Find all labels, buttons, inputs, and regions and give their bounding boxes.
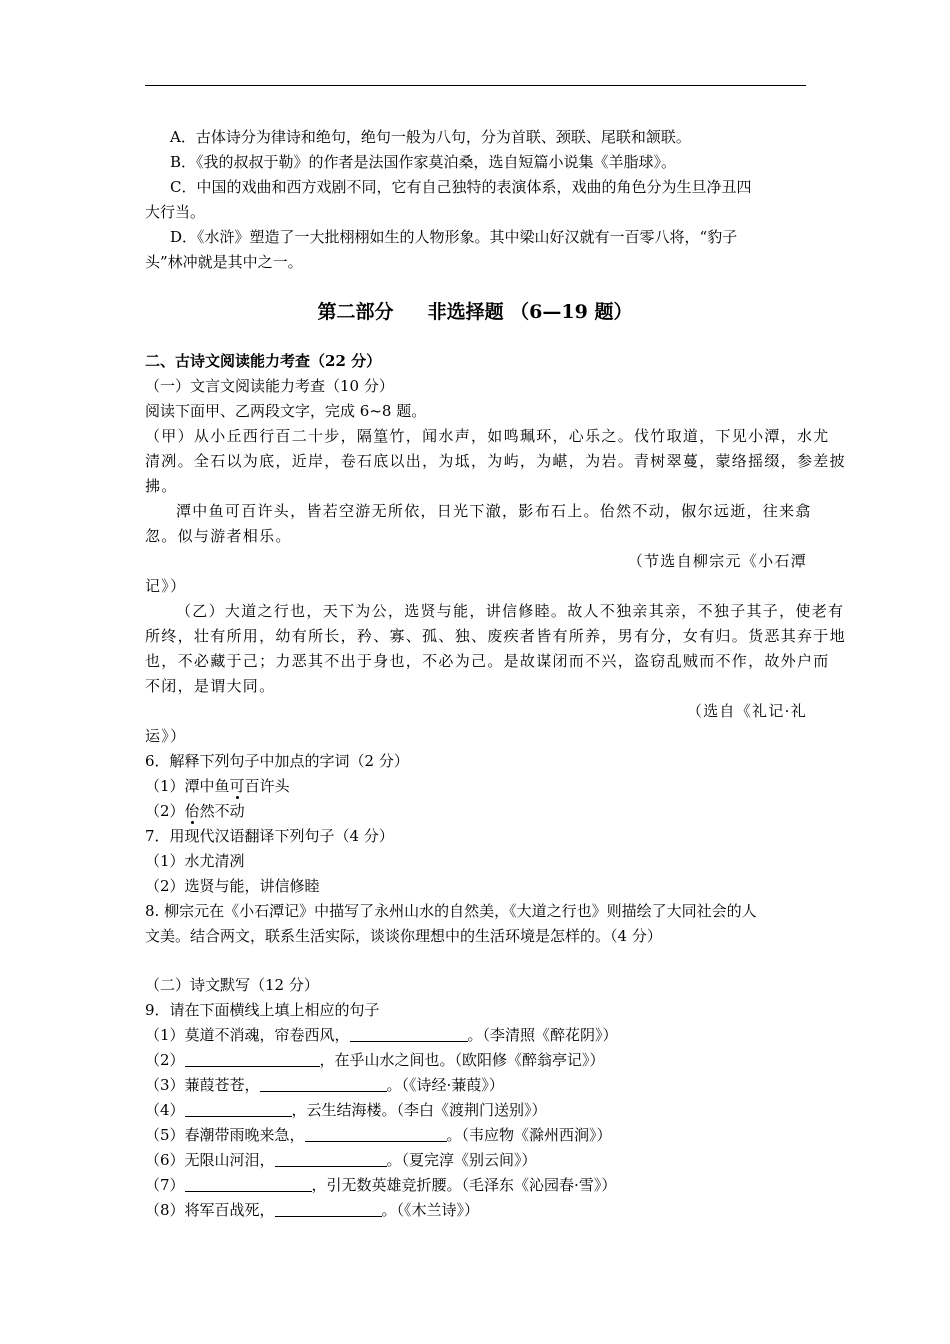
answer-blank[interactable] [185, 1051, 320, 1067]
option-d-line2: 头”林冲就是其中之一。 [145, 253, 303, 271]
passage-jia-line1: （甲）从小丘西行百二十步，隔篁竹，闻水声，如鸣珮环，心乐之。伐竹取道，下见小潭，水尤 [145, 427, 830, 445]
q9-item-suffix: ，在乎山水之间也。（欧阳修《醉翁亭记》） [319, 1051, 605, 1069]
passage-jia-line2: 清冽。全石以为底，近岸，卷石底以出，为坻，为屿，为嵁，为岩。青树翠蔓，蒙络摇缀，参差披 [145, 452, 846, 470]
q6-item1 [145, 776, 807, 796]
answer-blank[interactable] [275, 1201, 382, 1217]
option-c-line2: 大行当。 [145, 203, 206, 221]
q8-line2: 文美。结合两文，联系生活实际，谈谈你理想中的生活环境是怎样的。（4 分） [145, 927, 662, 945]
q6-item2-pre: （2） [145, 802, 185, 820]
option-a: A．古体诗分为律诗和绝句，绝句一般为八句，分为首联、颈联、尾联和颔联。 [170, 128, 691, 146]
q9-item-prefix: （3）蒹葭苍苍， [145, 1076, 260, 1094]
passage-jia-source2: 记》） [145, 577, 187, 595]
passage-yi-source1: （选自《礼记·礼 [686, 702, 807, 720]
q9-stem: 9．请在下面横线上填上相应的句子 [145, 1001, 380, 1019]
q9-item [145, 1150, 807, 1170]
q6-item2-dotted: 佁 [184, 802, 200, 820]
q9-item-prefix: （5）春潮带雨晚来急， [145, 1126, 305, 1144]
q9-item-suffix: 。（夏完淳《别云间》） [386, 1151, 537, 1169]
option-c-line1: C．中国的戏曲和西方戏剧不同，它有自己独特的表演体系，戏曲的角色分为生旦净丑四 [170, 178, 752, 196]
header-rule [145, 85, 806, 86]
q6-item2 [145, 801, 807, 821]
section2-instruction: 阅读下面甲、乙两段文字，完成 6~8 题。 [145, 402, 427, 420]
q7-stem: 7．用现代汉语翻译下列句子（4 分） [145, 827, 394, 845]
answer-blank[interactable] [185, 1176, 312, 1192]
q6-item1-post: 百许头 [244, 777, 290, 795]
q9-item [145, 1050, 807, 1070]
q6-item1-dotted: 可 [229, 777, 245, 795]
q6-item2-post: 然不动 [199, 802, 245, 820]
q9-item-prefix: （7） [145, 1176, 185, 1194]
q6-stem: 6．解释下列句子中加点的字词（2 分） [145, 752, 409, 770]
answer-blank[interactable] [275, 1151, 387, 1167]
q9-item-prefix: （1）莫道不消魂，帘卷西风， [145, 1026, 350, 1044]
passage-jia-line3: 拂。 [145, 477, 178, 495]
q9-item [145, 1075, 807, 1095]
part-title [0, 299, 950, 325]
q9-item-prefix: （6）无限山河泪， [145, 1151, 275, 1169]
q9-item [145, 1175, 807, 1195]
q9-item-prefix: （2） [145, 1051, 185, 1069]
section2-2-heading: （二）诗文默写（12 分） [145, 976, 319, 994]
q7-item1: （1）水尤清冽 [145, 852, 245, 870]
passage-yi-line3: 也，不必藏于己；力恶其不出于身也，不必为己。是故谋闭而不兴，盗窃乱贼而不作，故外户而 [145, 652, 830, 670]
q9-item [145, 1200, 807, 1220]
answer-blank[interactable] [185, 1101, 292, 1117]
q9-item-suffix: 。（李清照《醉花阴》） [467, 1026, 618, 1044]
q7-item2: （2）选贤与能，讲信修睦 [145, 877, 320, 895]
answer-blank[interactable] [305, 1126, 447, 1142]
answer-blank[interactable] [350, 1026, 468, 1042]
passage-yi-line2: 所终，壮有所用，幼有所长，矜、寡、孤、独、废疾者皆有所养，男有分，女有归。货恶其弃于地 [145, 627, 846, 645]
q9-item-suffix: 。（《木兰诗》） [381, 1201, 480, 1219]
q9-item [145, 1100, 807, 1120]
q8-line1: 8. 柳宗元在《小石潭记》中描写了永州山水的自然美，《大道之行也》则描绘了大同社会的人 [145, 902, 757, 920]
q9-item [145, 1125, 807, 1145]
passage-yi-line1: （乙）大道之行也，天下为公，选贤与能，讲信修睦。故人不独亲其亲，不独子其子，使老有 [176, 602, 845, 620]
passage-yi-line4: 不闭，是谓大同。 [145, 677, 276, 695]
part-title-left: 第二部分 [317, 301, 394, 323]
option-d-line1: D．《水浒》塑造了一大批栩栩如生的人物形象。其中梁山好汉就有一百零八将，“豹子 [170, 228, 738, 246]
passage-yi-source2: 运》） [145, 727, 187, 745]
q9-item [145, 1025, 807, 1045]
section2-heading: 二、古诗文阅读能力考查（22 分） [145, 352, 382, 370]
answer-blank[interactable] [260, 1076, 387, 1092]
q9-item-suffix: ，引无数英雄竞折腰。（毛泽东《沁园春·雪》） [311, 1176, 617, 1194]
q9-item-prefix: （8）将军百战死， [145, 1201, 275, 1219]
passage-jia-line5: 忽。似与游者相乐。 [145, 527, 292, 545]
passage-jia-source1: （节选自柳宗元《小石潭 [627, 552, 807, 570]
q6-item1-pre: （1）潭中鱼 [145, 777, 230, 795]
q9-item-suffix: 。（韦应物《滁州西涧》） [446, 1126, 612, 1144]
q9-item-suffix: ，云生结海楼。（李白《渡荆门送别》） [291, 1101, 547, 1119]
option-b: B．《我的叔叔于勒》的作者是法国作家莫泊桑，选自短篇小说集《羊脂球》。 [170, 153, 677, 171]
passage-jia-line4: 潭中鱼可百许头，皆若空游无所依，日光下澈，影布石上。佁然不动，俶尔远逝，往来翕 [176, 502, 812, 520]
q9-item-suffix: 。（《诗经·蒹葭》） [386, 1076, 504, 1094]
part-title-right: 非选择题 （6—19 题） [427, 301, 633, 323]
section2-sub1: （一）文言文阅读能力考查（10 分） [145, 377, 394, 395]
q9-item-prefix: （4） [145, 1101, 185, 1119]
